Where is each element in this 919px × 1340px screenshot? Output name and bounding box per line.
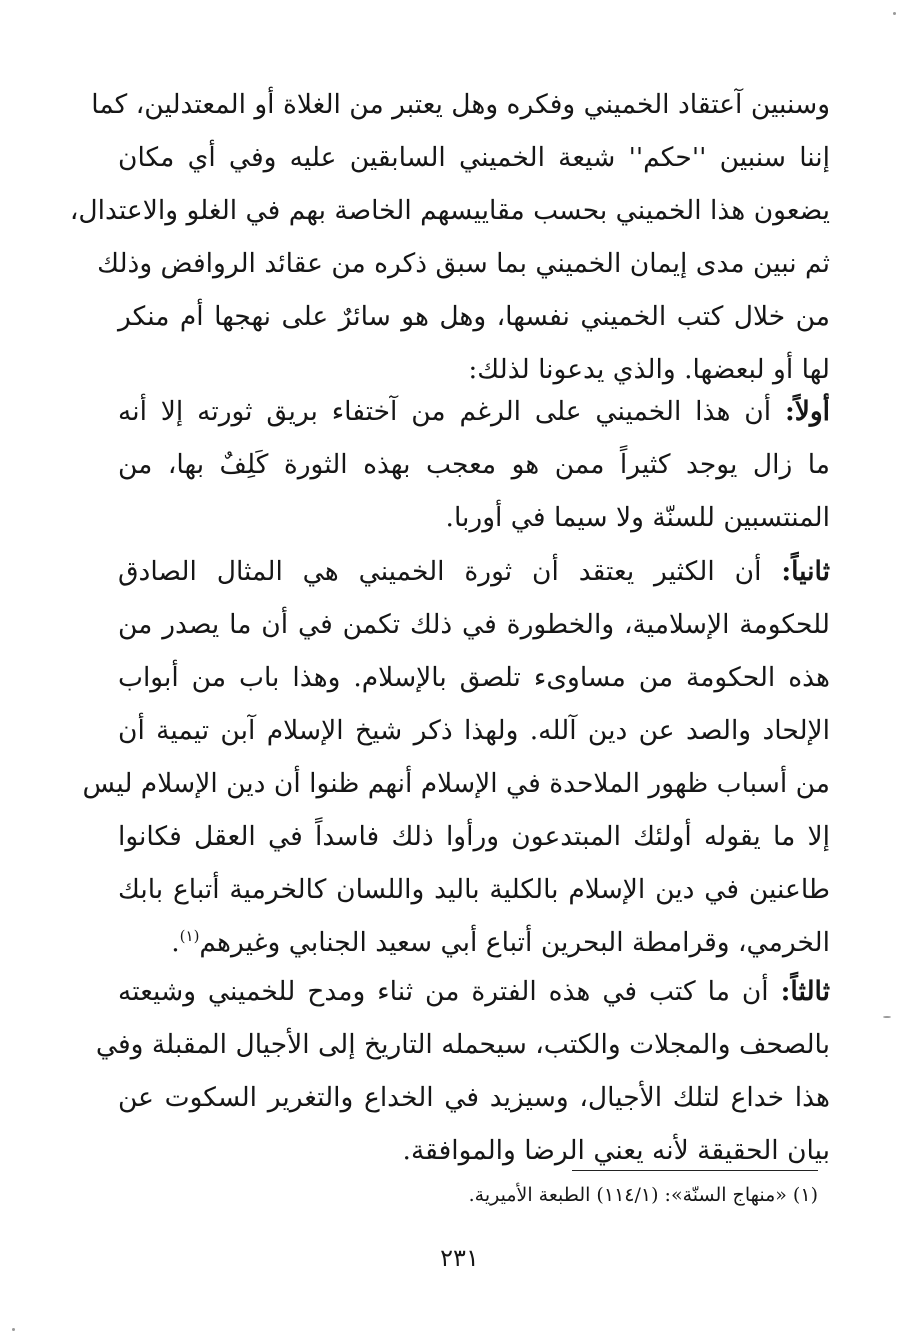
paragraph-third-reason [95,965,830,1177]
line-text: الخرمي، وقرامطة البحرين أتباع أبي سعيد الجنابي وغيرهم [199,927,830,958]
text-line: إننا سنبين ''حكم'' شيعة الخميني السابقين عليه وفي أي مكان [118,142,830,173]
text-line: بيان الحقيقة لأنه يعني الرضا والموافقة. [402,1135,830,1166]
scan-speck [893,12,896,15]
paragraph-lead: أولاً: [784,396,830,427]
paragraph-lead: ثانياً: [781,556,830,587]
line-text: أن ما كتب في هذه الفترة من ثناء ومدح للخميني وشيعته [118,976,781,1007]
text-line: إلا ما يقوله أولئك المبتدعون ورأوا ذلك فاسداً في العقل فكانوا [118,821,830,852]
text-line [118,965,830,1018]
footnote-reference: (١) [179,927,200,946]
text-line: لها أو لبعضها. والذي يدعونا لذلك: [468,354,830,385]
text-line: ما زال يوجد كثيراً ممن هو معجب بهذه الثورة كَلِفٌ بها، من [118,449,830,480]
text-line: هذه الحكومة من مساوىء تلصق بالإسلام. وهذا باب من أبواب [118,662,830,693]
text-line: الإلحاد والصد عن دين آلله. ولهذا ذكر شيخ الإسلام آبن تيمية أن [118,715,830,746]
page-number: ٢٣١ [440,1244,479,1272]
paragraph-first-reason [118,385,830,544]
paragraph-intro [69,78,830,396]
scan-speck [12,1328,15,1331]
text-line [118,916,830,969]
text-line: من أسباب ظهور الملاحدة في الإسلام أنهم ظنوا أن دين الإسلام ليس [82,768,830,799]
paragraph-second-reason [82,545,830,969]
text-line: هذا خداع لتلك الأجيال، وسيزيد في الخداع والتغرير السكوت عن [118,1082,830,1113]
paragraph-lead: ثالثاً: [780,976,830,1007]
line-end: . [171,927,180,958]
footnote-divider [572,1170,818,1171]
text-line: يضعون هذا الخميني بحسب مقاييسهم الخاصة بهم في الغلو والاعتدال، [69,195,830,226]
line-text: أن هذا الخميني على الرغم من آختفاء بريق ثورته إلا أنه [118,396,785,427]
line-text: أن الكثير يعتقد أن ثورة الخميني هي المثال الصادق [118,556,782,587]
text-line: من خلال كتب الخميني نفسها، وهل هو سائرٌ على نهجها أم منكر [118,301,830,332]
text-line: للحكومة الإسلامية، والخطورة في ذلك تكمن في أن ما يصدر من [118,609,830,640]
text-line: وسنبين آعتقاد الخميني وفكره وهل يعتبر من الغلاة أو المعتدلين، كما [91,89,830,120]
text-line [118,385,830,438]
text-line: بالصحف والمجلات والكتب، سيحمله التاريخ إلى الأجيال المقبلة وفي [95,1029,830,1060]
text-line: المنتسبين للسنّة ولا سيما في أوربا. [445,502,830,533]
text-line: طاعنين في دين الإسلام بالكلية باليد واللسان كالخرمية أتباع بابك [118,874,830,905]
text-line [118,545,830,598]
text-line: ثم نبين مدى إيمان الخميني بما سبق ذكره من عقائد الروافض وذلك [97,248,830,279]
footnote: (١) «منهاج السنّة»: (١١٤/١) الطبعة الأميرية. [468,1184,818,1206]
scan-speck [883,1016,891,1018]
